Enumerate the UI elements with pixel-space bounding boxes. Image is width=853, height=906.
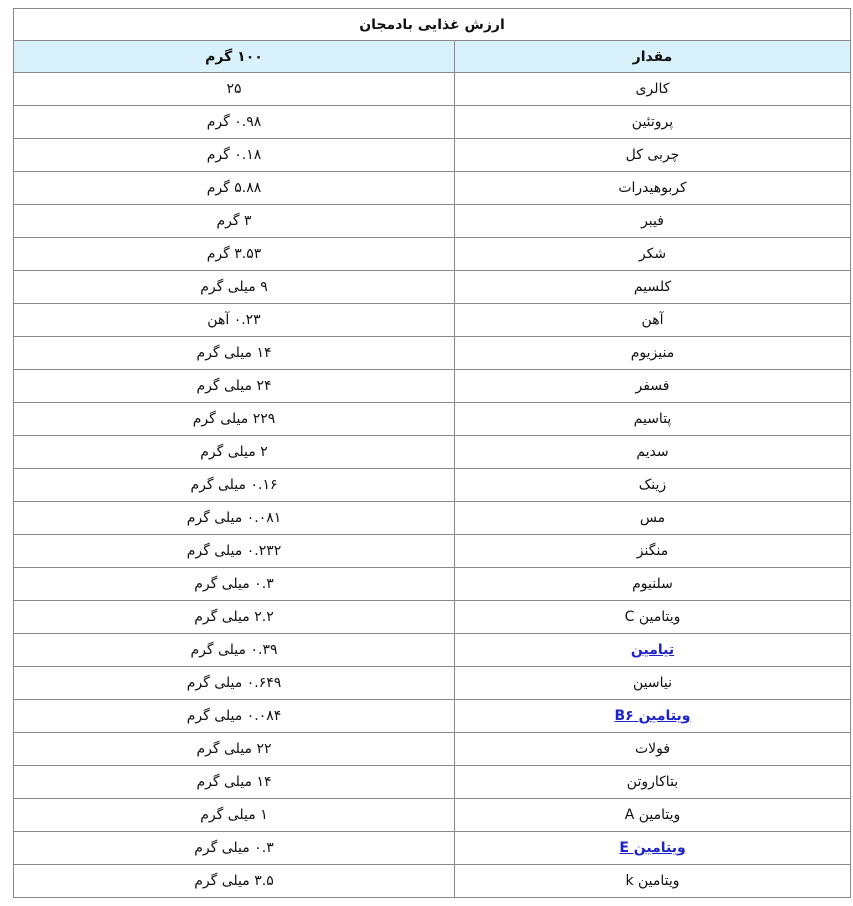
header-name: مقدار <box>455 41 851 73</box>
nutrient-name-cell <box>455 733 851 766</box>
nutrient-name-cell <box>455 370 851 403</box>
table-row <box>14 172 851 205</box>
nutrient-name-cell <box>455 865 851 898</box>
nutrient-value: ۰.۳ میلی گرم <box>194 576 274 592</box>
nutrient-value-cell <box>14 535 455 568</box>
nutrient-name-cell <box>455 238 851 271</box>
nutrient-value-cell <box>14 436 455 469</box>
nutrient-value-cell <box>14 73 455 106</box>
nutrient-name: پروتئین <box>631 114 674 130</box>
table-body <box>14 73 851 898</box>
nutrient-value-cell <box>14 865 455 898</box>
nutrient-name-cell <box>455 568 851 601</box>
nutrient-value-cell <box>14 238 455 271</box>
nutrient-value-cell <box>14 568 455 601</box>
table-row <box>14 766 851 799</box>
nutrient-name: فیبر <box>641 213 664 229</box>
nutrient-value-cell <box>14 733 455 766</box>
table-row <box>14 535 851 568</box>
nutrient-name-cell <box>455 271 851 304</box>
nutrient-value: ۰.۲۳ آهن <box>207 312 261 328</box>
nutrient-value: ۲۴ میلی گرم <box>196 378 272 394</box>
nutrient-name-cell <box>455 502 851 535</box>
table-row <box>14 73 851 106</box>
nutrition-table-container <box>13 8 850 898</box>
nutrient-name: مس <box>639 510 666 526</box>
table-title: ارزش غذایی بادمجان <box>14 9 851 41</box>
nutrient-name-cell <box>455 799 851 832</box>
table-row <box>14 832 851 865</box>
nutrient-name: سدیم <box>636 444 669 460</box>
nutrient-value: ۱۴ میلی گرم <box>196 345 272 361</box>
nutrient-name-cell <box>455 469 851 502</box>
table-header-row <box>14 41 851 73</box>
nutrient-value-cell <box>14 271 455 304</box>
nutrient-name-cell <box>455 436 851 469</box>
nutrient-value-cell <box>14 139 455 172</box>
nutrient-name: زینک <box>638 477 667 493</box>
table-row <box>14 271 851 304</box>
nutrient-value: ۰.۳ میلی گرم <box>194 840 274 856</box>
nutrient-name-cell <box>455 304 851 337</box>
nutrient-name: منیزیوم <box>630 345 675 361</box>
nutrient-name: آهن <box>641 312 664 328</box>
table-row <box>14 799 851 832</box>
nutrient-value: ۲۵ <box>226 81 242 97</box>
nutrient-value-cell <box>14 106 455 139</box>
nutrient-name-cell <box>455 700 851 733</box>
table-row <box>14 634 851 667</box>
table-row <box>14 436 851 469</box>
nutrient-value-cell <box>14 172 455 205</box>
nutrition-table <box>13 8 851 898</box>
nutrient-name: نیاسین <box>633 675 672 691</box>
nutrient-value-cell <box>14 469 455 502</box>
nutrient-value: ۲۲ میلی گرم <box>196 741 272 757</box>
nutrient-name-cell <box>455 601 851 634</box>
table-row <box>14 370 851 403</box>
nutrient-name: فسفر <box>635 378 670 394</box>
nutrient-value-cell <box>14 832 455 865</box>
nutrient-value: ۲ میلی گرم <box>200 444 268 460</box>
nutrient-name-cell <box>455 403 851 436</box>
nutrient-name-cell <box>455 106 851 139</box>
nutrient-value-cell <box>14 601 455 634</box>
nutrient-value-cell <box>14 205 455 238</box>
table-row <box>14 700 851 733</box>
table-row <box>14 568 851 601</box>
nutrient-value: ۰.۱۸ گرم <box>206 147 262 163</box>
nutrient-value: ۰.۰۸۴ میلی گرم <box>186 708 282 724</box>
nutrient-value: ۳ گرم <box>216 213 252 229</box>
nutrient-value-cell <box>14 667 455 700</box>
nutrient-name-cell <box>455 337 851 370</box>
nutrient-name-cell <box>455 667 851 700</box>
header-value: ۱۰۰ گرم <box>14 41 455 73</box>
nutrient-name-cell <box>455 73 851 106</box>
nutrient-value: ۲۲۹ میلی گرم <box>192 411 276 427</box>
table-row <box>14 106 851 139</box>
table-row <box>14 865 851 898</box>
table-row <box>14 601 851 634</box>
nutrient-value: ۹ میلی گرم <box>200 279 268 295</box>
nutrient-value: ۱۴ میلی گرم <box>196 774 272 790</box>
nutrient-name-cell <box>455 535 851 568</box>
nutrient-name-cell <box>455 766 851 799</box>
nutrient-value-cell <box>14 766 455 799</box>
nutrient-name-cell <box>455 832 851 865</box>
table-row <box>14 304 851 337</box>
nutrient-value: ۰.۳۹ میلی گرم <box>190 642 278 658</box>
nutrient-value: ۵.۸۸ گرم <box>206 180 262 196</box>
nutrient-name: سلنیوم <box>632 576 673 592</box>
nutrient-name-cell <box>455 172 851 205</box>
nutrient-name: ویتامین C <box>624 609 681 625</box>
nutrient-value: ۰.۱۶ میلی گرم <box>190 477 278 493</box>
table-row <box>14 139 851 172</box>
nutrient-value-cell <box>14 799 455 832</box>
nutrient-name: ویتامین A <box>624 807 681 823</box>
nutrient-value: ۳.۵ میلی گرم <box>194 873 274 889</box>
nutrient-name: شکر <box>638 246 667 262</box>
table-title-row <box>14 9 851 41</box>
nutrient-value: ۰.۲۳۲ میلی گرم <box>186 543 282 559</box>
nutrient-name: کلسیم <box>633 279 672 295</box>
nutrient-value: ۰.۰۸۱ میلی گرم <box>186 510 282 526</box>
nutrient-value: ۳.۵۳ گرم <box>206 246 262 262</box>
nutrient-name-cell <box>455 139 851 172</box>
nutrient-link[interactable]: ویتامین B۶ <box>614 708 691 724</box>
table-row <box>14 403 851 436</box>
nutrient-name: کالری <box>635 81 670 97</box>
table-row <box>14 502 851 535</box>
nutrient-value-cell <box>14 337 455 370</box>
nutrient-value-cell <box>14 634 455 667</box>
nutrient-name: منگنز <box>636 543 669 559</box>
nutrient-value: ۱ میلی گرم <box>200 807 268 823</box>
nutrient-link[interactable]: تیامین <box>630 642 675 658</box>
table-row <box>14 733 851 766</box>
nutrient-value: ۰.۶۴۹ میلی گرم <box>186 675 282 691</box>
nutrient-name: چربی کل <box>625 147 680 163</box>
nutrient-name-cell <box>455 205 851 238</box>
nutrient-value: ۰.۹۸ گرم <box>206 114 262 130</box>
nutrient-value-cell <box>14 370 455 403</box>
nutrient-value-cell <box>14 700 455 733</box>
nutrient-link[interactable]: ویتامین E <box>619 840 686 856</box>
table-row <box>14 238 851 271</box>
nutrient-value-cell <box>14 403 455 436</box>
nutrient-name: بتاکاروتن <box>626 774 679 790</box>
nutrient-name: پتاسیم <box>633 411 672 427</box>
nutrient-value-cell <box>14 304 455 337</box>
table-row <box>14 337 851 370</box>
nutrient-value: ۲.۲ میلی گرم <box>194 609 274 625</box>
nutrient-value-cell <box>14 502 455 535</box>
table-row <box>14 667 851 700</box>
table-row <box>14 205 851 238</box>
nutrient-name-cell <box>455 634 851 667</box>
nutrient-name: کربوهیدرات <box>618 180 687 196</box>
table-row <box>14 469 851 502</box>
nutrient-name: فولات <box>634 741 671 757</box>
nutrient-name: ویتامین k <box>625 873 680 889</box>
